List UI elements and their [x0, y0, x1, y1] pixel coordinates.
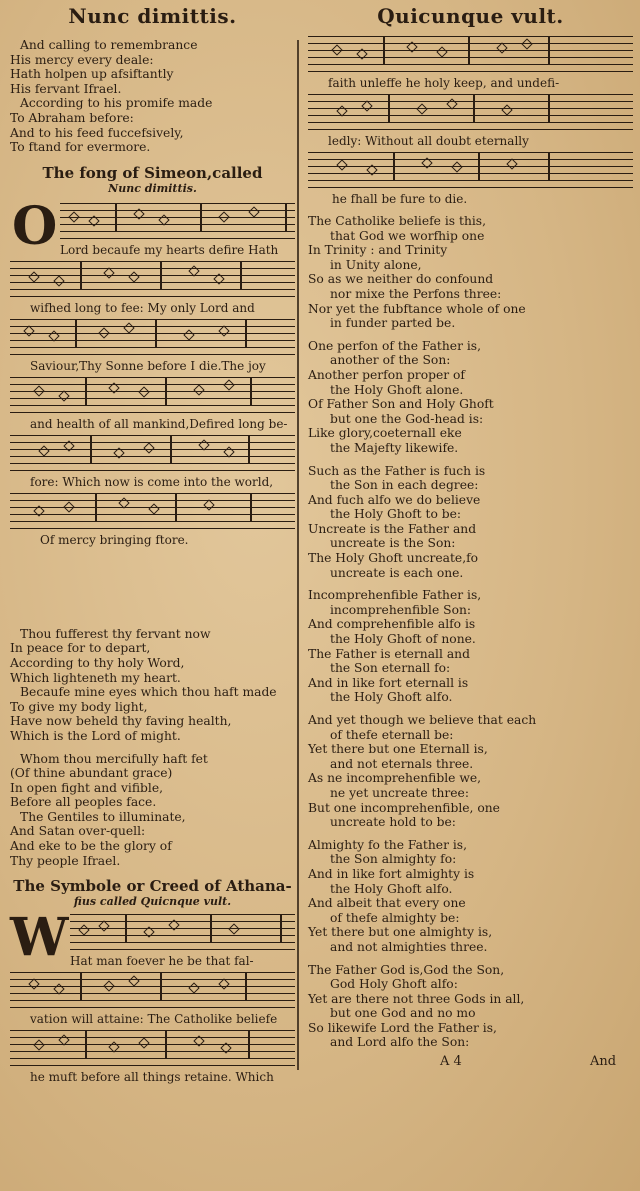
- verse-line: But one incomprehenfible, one: [308, 800, 500, 815]
- verse-line: According to thy holy Word,: [10, 655, 185, 670]
- verse-line: nor mixe the Perfons three:: [330, 286, 502, 301]
- verse-line: To ftand for evermore.: [10, 140, 151, 155]
- lyric-line: Hat man foever he be that fal-: [70, 954, 254, 969]
- music-staff: [10, 259, 295, 299]
- creed-stanza-1: [308, 214, 633, 331]
- verse-line: Before all peoples face.: [10, 795, 157, 810]
- music-staff: [10, 491, 295, 531]
- left-column: [10, 0, 295, 1084]
- music-staff: [10, 375, 295, 415]
- signature-mark: A 4: [440, 1054, 462, 1069]
- music-staff: [60, 201, 295, 241]
- verse-line: So as we neither do confound: [308, 272, 494, 287]
- verse-line: Yet there but one almighty is,: [308, 925, 493, 940]
- verse-line: and not eternals three.: [330, 756, 474, 771]
- verse-line: Nor yet the fubftance whole of one: [308, 301, 526, 316]
- running-header-left: Nunc dimittis.: [68, 4, 237, 28]
- verse-line: Thy people Ifrael.: [10, 853, 121, 868]
- lyric-line: and health of all mankind,Defired long be-: [30, 416, 288, 431]
- verse-line: To Abraham before:: [10, 110, 134, 125]
- creed-stanza-3: [308, 464, 633, 581]
- music-staff: [308, 92, 633, 132]
- verse-line: the Holy Ghoft alfo.: [330, 690, 453, 705]
- simeon-dropcap: O: [12, 195, 58, 257]
- athanasius-title: The Symbole or Creed of Athana-: [13, 877, 292, 896]
- lyric-line: he fhall be fure to die.: [332, 192, 468, 206]
- music-staff: [10, 317, 295, 357]
- verse-line: In Trinity : and Trinity: [308, 243, 448, 258]
- verse-line: ne yet uncreate three:: [330, 785, 469, 800]
- music-staff: [10, 1028, 295, 1068]
- verse-line: The Catholike beliefe is this,: [308, 214, 487, 228]
- verse-line: the Holy Ghoft to be:: [330, 507, 462, 522]
- lyric-line: Saviour,Thy Sonne before I die.The joy: [30, 358, 266, 373]
- right-column: [308, 0, 633, 1050]
- athanasius-subtitle: fius called Quicnque vult.: [73, 895, 232, 909]
- athanasius-music: [10, 907, 295, 1085]
- verse-line: Another perfon proper of: [308, 367, 465, 382]
- verse-line: According to his promife made: [20, 96, 213, 111]
- verse-line: And in like fort eternall is: [308, 675, 469, 690]
- verse-line: And albeit that every one: [308, 896, 466, 911]
- verse-line: in Unity alone,: [330, 257, 422, 272]
- verse-line: And Satan over-quell:: [10, 824, 146, 839]
- intro-verse: [10, 38, 295, 155]
- verse-line: of thefe almighty be:: [330, 910, 460, 925]
- verse-line: The Gentiles to illuminate,: [20, 809, 186, 824]
- verse-line: the Son almighty fo:: [330, 852, 457, 867]
- verse-line: And comprehenfible alfo is: [308, 617, 476, 632]
- verse-line: and not almighties three.: [330, 939, 488, 954]
- creed-stanza-5: [308, 713, 633, 830]
- music-staff: [10, 433, 295, 473]
- running-header-right: Quicunque vult.: [377, 4, 564, 28]
- creed-stanza-6: [308, 838, 633, 955]
- verse-line: Thou fufferest thy fervant now: [20, 626, 211, 641]
- verse-line: Like glory,coeternall eke: [308, 426, 462, 441]
- simeon-title: The fong of Simeon,called: [42, 163, 263, 182]
- verse-line: the Holy Ghoft alfo.: [330, 881, 453, 896]
- lyric-line: vation will attaine: The Catholike beliefe: [30, 1012, 278, 1027]
- verse-line: uncreate hold to be:: [330, 815, 456, 830]
- verse-line: that God we worfhip one: [330, 228, 485, 243]
- verse-line: Whom thou mercifully haft fet: [20, 751, 208, 766]
- lyric-line: faith unleffe he holy keep, and undefi-: [328, 76, 560, 90]
- verse-line: Uncreate is the Father and: [308, 521, 477, 536]
- verse-line: The Father is eternall and: [308, 646, 470, 661]
- verse-line: One perfon of the Father is,: [308, 338, 482, 353]
- verse-line: The Father God is,God the Son,: [308, 962, 505, 977]
- verse-line: the Son in each degree:: [330, 478, 479, 493]
- verse-line: the Son eternall fo:: [330, 661, 451, 676]
- verse-line: Such as the Father is fuch is: [308, 463, 486, 478]
- lyric-line: fore: Which now is come into the world,: [30, 474, 274, 489]
- simeon-stanza-1: [10, 627, 295, 744]
- verse-line: but one the God-head is:: [330, 411, 484, 426]
- verse-line: (Of thine abundant grace): [10, 766, 173, 781]
- verse-line: Which lighteneth my heart.: [10, 670, 181, 685]
- verse-line: uncreate is each one.: [330, 565, 464, 580]
- creed-stanza-4: [308, 588, 633, 705]
- lyric-line: ledly: Without all doubt eternally: [328, 134, 529, 148]
- simeon-stanza-2: [10, 752, 295, 869]
- verse-line: Have now beheld thy faving health,: [10, 714, 232, 729]
- verse-line: Yet are there not three Gods in all,: [308, 991, 525, 1006]
- verse-line: In open fight and vifible,: [10, 780, 164, 795]
- verse-line: but one God and no mo: [330, 1006, 476, 1021]
- music-staff: [308, 34, 633, 74]
- lyric-line: Of mercy bringing ftore.: [40, 532, 189, 547]
- athanasius-music-continued: [308, 34, 633, 206]
- lyric-line: wifhed long to fee: My only Lord and: [30, 300, 255, 315]
- lyric-line: Lord becaufe my hearts defire Hath: [60, 242, 279, 257]
- lyric-line: he muft before all things retaine. Which: [30, 1070, 274, 1085]
- verse-line: And in like fort almighty is: [308, 866, 475, 881]
- verse-line: And to his feed fuccefsively,: [10, 125, 184, 140]
- creed-stanza-2: [308, 339, 633, 456]
- verse-line: the Holy Ghoft of none.: [330, 632, 476, 647]
- verse-line: And eke to be the glory of: [10, 839, 172, 854]
- verse-line: The Holy Ghoft uncreate,fo: [308, 551, 479, 566]
- verse-line: And yet though we believe that each: [308, 713, 537, 727]
- verse-line: Becaufe mine eyes which thou haft made: [20, 685, 277, 700]
- verse-line: in funder parted be.: [330, 316, 456, 331]
- music-staff: [70, 912, 295, 952]
- music-staff: [308, 150, 633, 190]
- verse-line: Of Father Son and Holy Ghoft: [308, 397, 494, 412]
- verse-line: So likewife Lord the Father is,: [308, 1020, 497, 1035]
- athanasius-dropcap: W: [10, 907, 69, 969]
- creed-stanza-7: [308, 963, 633, 1051]
- verse-line: Incomprehenfible Father is,: [308, 588, 482, 603]
- verse-line: the Holy Ghoft alone.: [330, 382, 464, 397]
- verse-line: another of the Son:: [330, 353, 451, 368]
- verse-line: And calling to remembrance: [20, 38, 198, 52]
- verse-line: In peace for to depart,: [10, 641, 151, 656]
- simeon-music: [10, 195, 295, 621]
- catchword: And: [590, 1054, 617, 1069]
- verse-line: God Holy Ghoft alfo:: [330, 977, 458, 992]
- verse-line: And fuch alfo we do believe: [308, 492, 481, 507]
- verse-line: To give my body light,: [10, 699, 148, 714]
- verse-line: incomprehenfible Son:: [330, 602, 472, 617]
- verse-line: As ne incomprehenfible we,: [308, 771, 482, 786]
- verse-line: His mercy every deale:: [10, 52, 154, 67]
- verse-line: Almighty fo the Father is,: [308, 837, 468, 852]
- verse-line: of thefe eternall be:: [330, 727, 454, 742]
- column-rule: [297, 40, 299, 1070]
- simeon-subtitle: Nunc dimittis.: [108, 181, 197, 195]
- verse-line: the Majefty likewife.: [330, 440, 459, 455]
- verse-line: Yet there but one Eternall is,: [308, 742, 488, 757]
- verse-line: Which is the Lord of might.: [10, 728, 181, 743]
- verse-line: uncreate is the Son:: [330, 536, 456, 551]
- verse-line: Hath holpen up afsiftantly: [10, 67, 174, 82]
- music-staff: [10, 970, 295, 1010]
- verse-line: His fervant Ifrael.: [10, 81, 122, 96]
- verse-line: and Lord alfo the Son:: [330, 1035, 470, 1050]
